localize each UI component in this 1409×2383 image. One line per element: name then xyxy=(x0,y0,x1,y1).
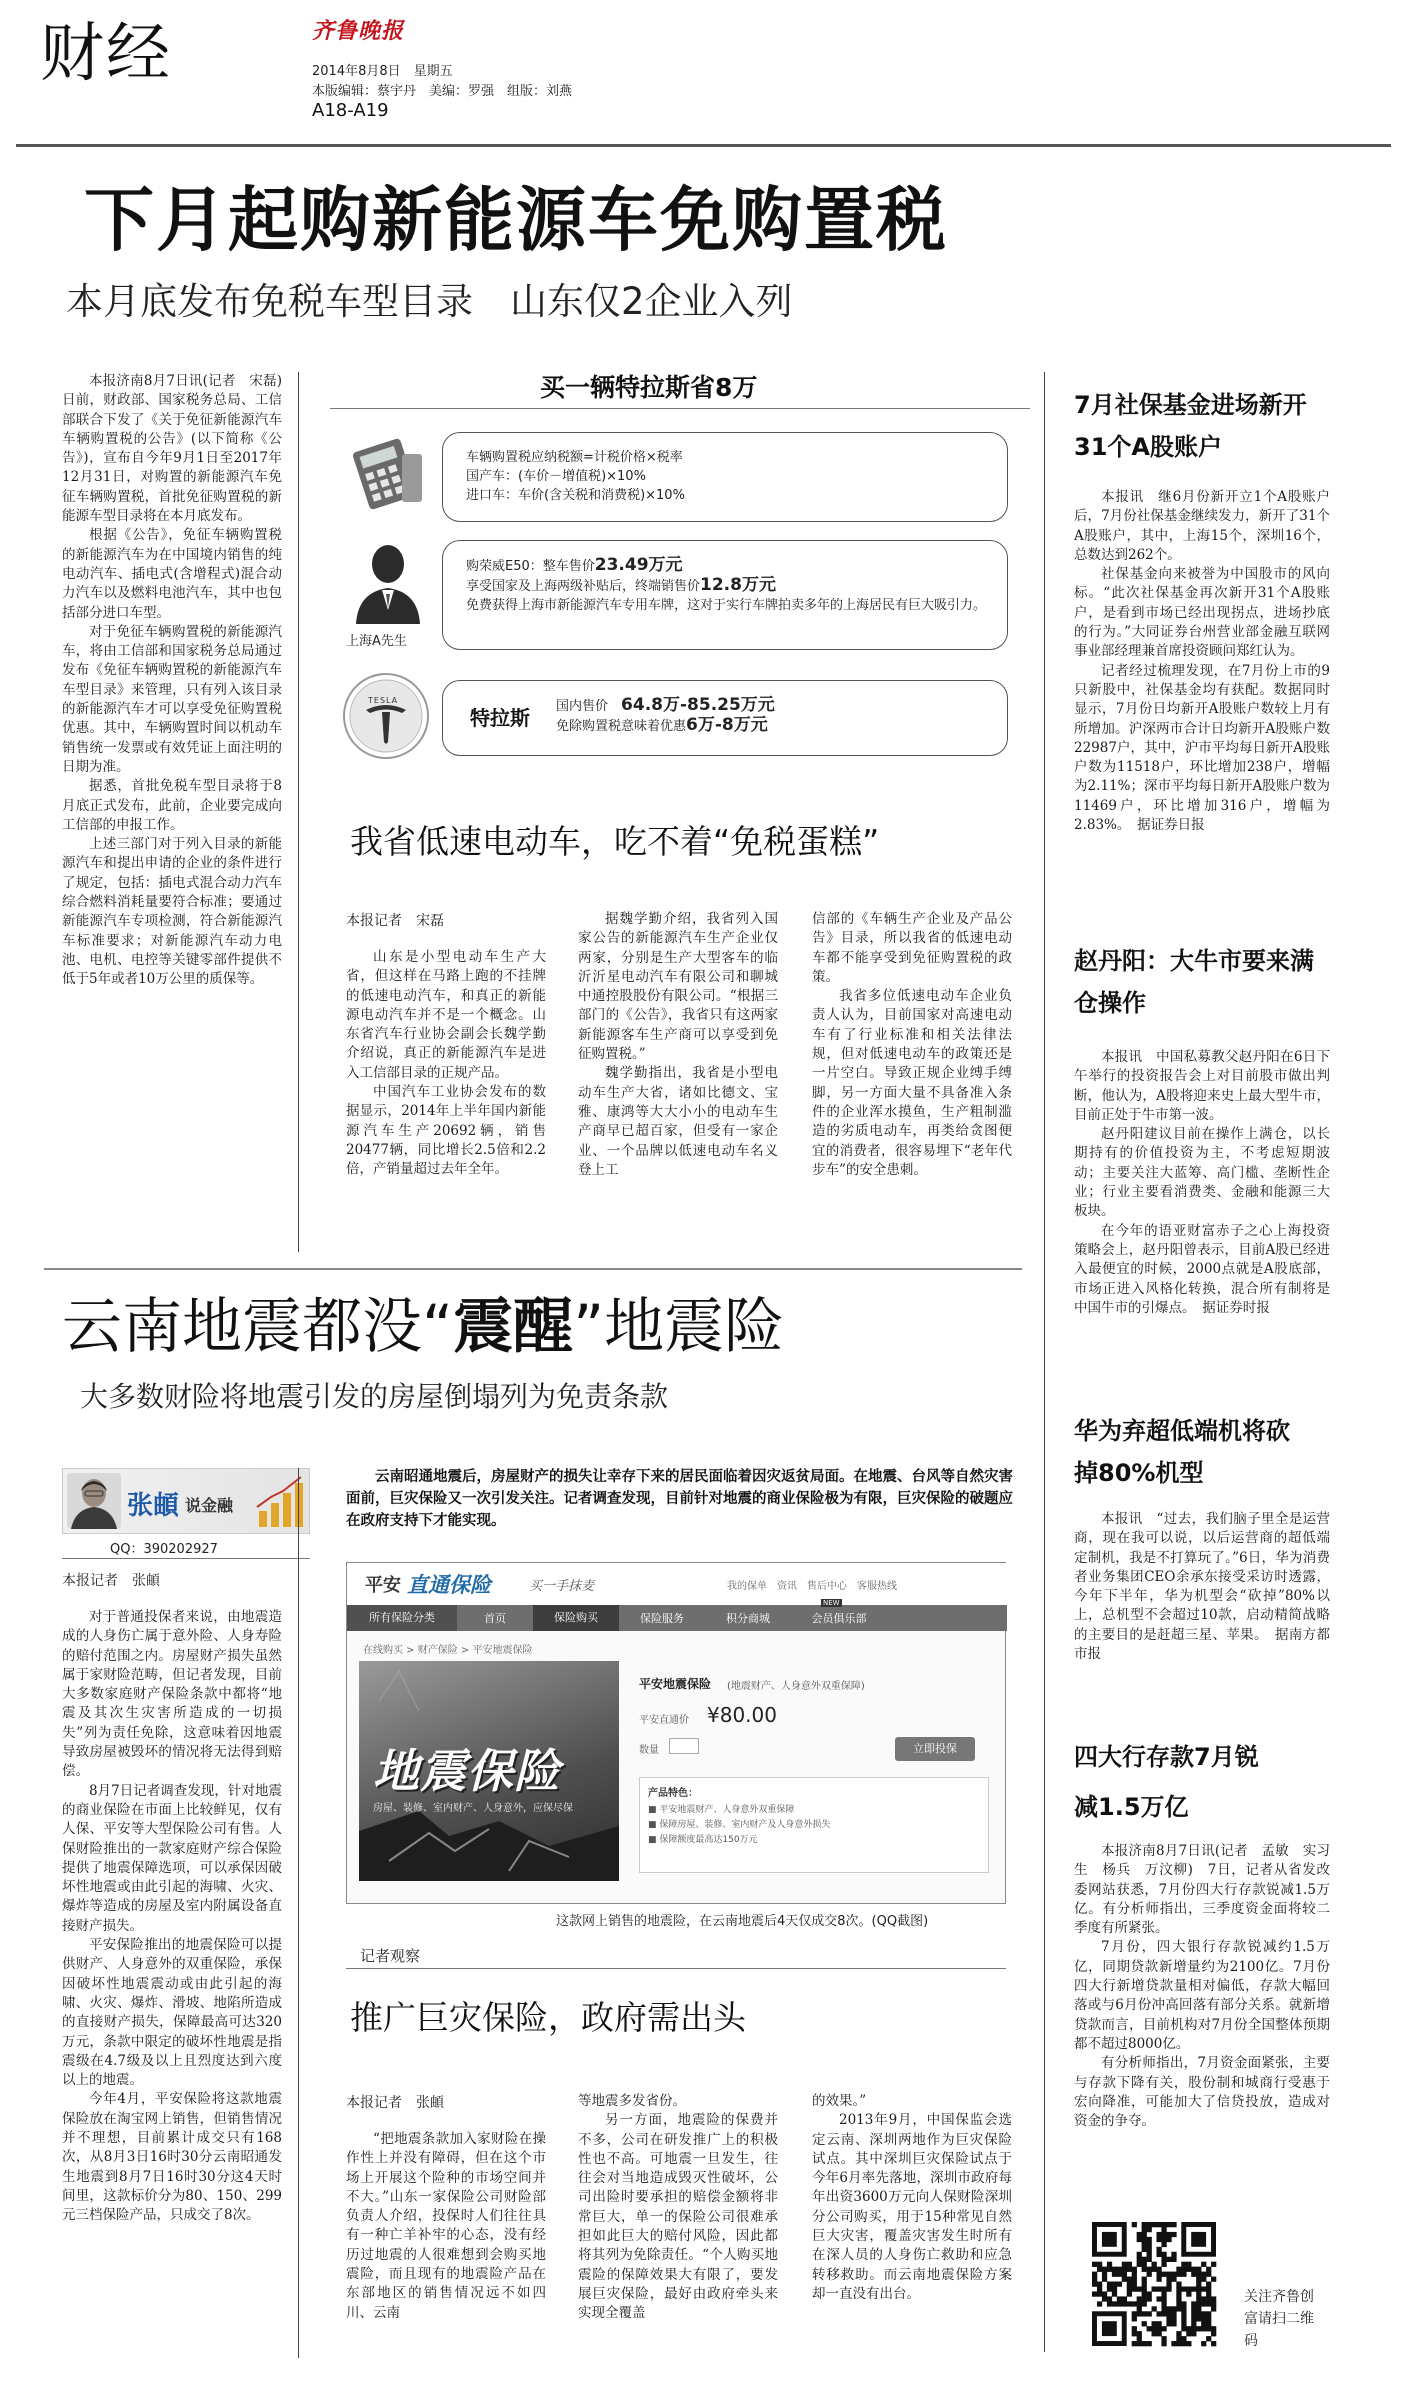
quantity-label: 数量 xyxy=(639,1745,659,1756)
divider xyxy=(298,372,299,1252)
lowspeed-byline: 本报记者 宋磊 xyxy=(346,913,444,929)
qq-rule xyxy=(62,1558,310,1559)
tax-formula-text: 车辆购置税应纳税额=计税价格×税率 国产车：(车价－增值税)×10% 进口车：车价(含关税和消费税)×10% xyxy=(466,450,685,503)
site-nav xyxy=(347,1599,1007,1631)
product-description: (地震财产、人身意外双重保障) xyxy=(727,1681,865,1692)
nav-points-mall[interactable]: 积分商城 xyxy=(726,1612,770,1625)
lowspeed-col3: 信部的《车辆生产企业及产品公告》目录，所以我省的低速电动车都不能享受到免征购置税的政策。 我省多位低速电动车企业负责人认为，目前国家对高速电动车有了行业标准和相关法律法规，但对低速电动车的政策还是一片空白。导致正规企业缚手缚脚，另一方面大量不具备准入条件的企业浑水摸鱼，生产粗制滥造的劣质电动车，再类给贪图便宜的消费者，很容易埋下“老年代步车”的安全患刺。 xyxy=(812,911,1012,1178)
quake-lead: 云南昭通地震后，房屋财产的损失让幸存下来的居民面临着因灾返贫局面。在地震、台风等自然灾害面前，巨灾保险又一次引发关注。记者调查发现，目前针对地震的商业保险极为有限，巨灾保险的破题应在政府支持下才能实现。 xyxy=(346,1469,1013,1529)
nav-new-badge: NEW xyxy=(823,1599,840,1607)
site-header xyxy=(347,1563,1007,1605)
lead-article: 本报济南8月7日讯(记者 宋磊) 日前，财政部、国家税务总局、工信部联合下发了《关于免征新能源汽车车辆购置税的公告》(以下简称《公告》)，宣布自今年9月1日至2017年12月31日，对购置的新能源汽车免征车辆购置税，首批免征购置税的新能源车型目录将在本月底发布。 根据《公告》，免征车辆购置税的新能源汽车为在中国境内销售的纯电动汽车、插电式(含增程式)混合动力汽车以及燃料电池汽车，其中也包括部分进口车型。 对于免征车辆购置税的新能源汽车，将由工信部和国家税务总局通过发布《免征车辆购置税的新能源汽车车型目录》来管理，只有列入该目录的新能源汽车才可以享受免征购置税优惠。其中，车辆购置时间以机动车销售统一发票或有效凭证上面注明的日期为准。 据悉，首批免税车型目录将于8月底正式发布，此前，企业要完成向工信部的申报工作。 上述三部门对于列入目录的新能源汽车和提出申请的企业的条件进行了规定，包括：插电式混合动力汽车综合燃料消耗量要符合标准；要通过新能源汽车专项检测，符合新能源汽车标准要求；对新能源汽车动力电池、电机、电控等关键零部件提供不低于5年或者10万公里的质保等。 xyxy=(62,373,296,988)
quake-article: 对于普通投保者来说，由地震造成的人身伤亡属于意外险、人身寿险的赔付范围之内。房屋财产损失虽然属于家财险范畴，但记者发现，目前大多数家庭财产保险条款中都将“地震及其次生灾害所造成的一切损失”列为责任免除，这意味着因地震导致房屋被毁坏的情况将无法得到赔偿。 8月7日记者调查发现，针对地震的商业保险在市面上比较鲜见，仅有人保、平安等大型保险公司有售。人保财险推出的一款家庭财产综合保险提供了地震保障选项，可以承保因破坏性地震或由此引起的海啸、火灾、爆炸等造成的房屋及室内附属设备直接财产损失。 平安保险推出的地震保险可以提供财产、人身意外的双重保险，承保因破坏性地震震动或由此引起的海啸、火灾、爆炸、滑坡、地陷所造成的直接财产损失，保障最高可达320万元，条款中限定的破坏性地震是指震级在4.7级及以上且烈度达到六度以上的地震。 今年4月，平安保险将这款地震保险放在淘宝网上销售，但销售情况并不理想，目前累计成交只有168次，从8月3日16时30分云南昭通发生地震到8月7日16时30分这4天时间里，这款标价分为80、150、299元三档保险产品，只成交了8次。 xyxy=(62,1609,282,2224)
insurance-webpage-screenshot xyxy=(346,1562,1006,1904)
features-label: 产品特色： xyxy=(648,1788,698,1799)
sidebar-s1-body: 本报讯 继6月份新开立1个A股账户后，7月份社保基金继续发力，新开了31个A股账户，其中，上海15个，深圳16个，总数达到262个。 社保基金向来被誉为中国股市的风向标。“此次社保基金再次新开31个A股账户，是看到市场已经出现拐点，进场抄底的行为。”大同证券台州营业部金融互联网事业部经理兼首席投资顾问郑红认为。 记者经过梳理发现，在7月份上市的9只新股中，社保基金均有获配。数据同时显示，7月份日均新开A股账户数较上月有所增加。沪深两市合计日均新开A股账户数22987户，其中，沪市平均每日新开A股账户数为11518户，环比增加238户，增幅为2.11%；深市平均每日新开A股账户数为11469户，环比增加316户，增幅为2.83%。 据证券日报 xyxy=(1074,489,1330,834)
sidebar-s3-title: 华为弃超低端机将砍掉80%机型 xyxy=(1074,1417,1290,1487)
coin-chart-icon xyxy=(255,1475,307,1529)
date-line: 2014年8月8日 星期五 xyxy=(312,64,453,79)
infographic-title: 买一辆特拉斯省8万 xyxy=(540,373,758,402)
price-value: ¥80.00 xyxy=(707,1703,777,1727)
quake-byline: 本报记者 张頔 xyxy=(62,1573,160,1589)
editors-line: 本版编辑：蔡宇丹 美编：罗强 组版：刘燕 xyxy=(312,84,573,99)
lowspeed-headline: 我省低速电动车，吃不着“免税蛋糕” xyxy=(350,822,880,861)
sidebar-s1-title: 7月社保基金进场新开31个A股账户 xyxy=(1074,391,1307,461)
columnist-qq: QQ：390202927 xyxy=(110,1542,218,1557)
features-box xyxy=(639,1777,989,1873)
banner-title: 地震保险 xyxy=(373,1744,561,1798)
top-links[interactable]: 我的保单 资讯 售后中心 客服热线 xyxy=(727,1581,897,1592)
section-title: 财经 xyxy=(40,17,172,91)
newspaper-logo: 齐鲁晚报 xyxy=(312,18,405,44)
sidebar-s4-title: 四大行存款7月锐减1.5万亿 xyxy=(1074,1743,1259,1821)
column-tag: 说金融 xyxy=(185,1496,234,1515)
sidebar-s4-body: 本报济南8月7日讯(记者 孟敏 实习生 杨兵 万汶柳) 7日，记者从省发改委网站获悉，7月份四大行存款锐减1.5万亿。有分析师指出，三季度资金面将较二季度有所紧张。 7月份，四大银行存款锐减约1.5万亿，同期贷款新增量约为2100亿。7月份四大行新增贷款量相对偏低，存款大幅回落或与6月份冲高回落有部分关系。就新增贷款而言，目前机构对7月份全国整体预期都不超过8000亿。 有分析师指出，7月资金面紧张，主要与存款下降有关，股份制和城商行受惠于宏向降准，可能加大了信贷投放，造成对资金的争夺。 xyxy=(1074,1843,1330,2130)
observe-headline: 推广巨灾保险，政府需出头 xyxy=(350,1998,746,2037)
nav-service[interactable]: 保险服务 xyxy=(640,1612,684,1625)
feature-item: ■ 保障房屋、装修、室内财产及人身意外损失 xyxy=(648,1820,831,1830)
header-rule xyxy=(16,144,1391,147)
sidebar-s2-body: 本报讯 中国私募教父赵丹阳在6日下午举行的投资报告会上对目前股市做出判断，他认为，A股将迎来史上最大型牛市，目前正处于牛市第一波。 赵丹阳建议目前在操作上满仓，以长期持有的价值投资为主，不考虑短期波动；主要关注大蓝筹、高门槛、垄断性企业；行业主要看消费类、金融和能源三大板块。 在今年的语亚财富赤子之心上海投资策略会上，赵丹阳曾表示，目前A股已经进入最便宜的时候，2000点就是A股底部，市场正进入风格化转换，混合所有制将是中国牛市的引爆点。 据证券时报 xyxy=(1074,1049,1330,1316)
quake-headline: 云南地震都没“震醒”地震险 xyxy=(62,1292,785,1362)
observe-col3: 的效果。” 2013年9月，中国保监会选定云南、深圳两地作为巨灾保险试点。其中深圳巨灾保险试点于今年6月率先落地，深圳市政府每年出资3600万元向人保财险深圳分公司购买，用于15种常见自然巨大灾害，覆盖灾害发生时所有在深人员的人身伤亡救助和应急转移救助。而云南地震保险方案却一直没有出台。 xyxy=(812,2093,1012,2302)
nav-club[interactable] xyxy=(791,1599,887,1626)
banner-subtitle: 房屋、装修、室内财产、人身意外，应保尽保 xyxy=(373,1803,573,1814)
qr-caption: 关注齐鲁创富请扫二维码 xyxy=(1244,2289,1314,2349)
observe-col1: “把地震条款加入家财险在操作性上并没有障碍，但在这个市场上开展这个险种的市场空间并不大。”山东一家保险公司财险部负责人介绍，投保时人们往往具有一种亡羊补牢的心态，没有经历过地震的人很难想到会购买地震险，而且现有的地震险产品在东部地区的销售情况远不如四川、云南 xyxy=(346,2131,546,2321)
lowspeed-col1: 山东是小型电动车生产大省，但这样在马路上跑的不挂牌的低速电动汽车，和真正的新能源电动汽车并不是一个概念。山东省汽车行业协会副会长魏学勤介绍说，真正的新能源汽车是进入工信部目录的正规产品。 中国汽车工业协会发布的数据显示，2014年上半年国内新能源汽车生产20692辆，销售20477辆，同比增长2.5倍和2.2倍，产销量超过去年全年。 xyxy=(346,949,546,1178)
observe-rule xyxy=(346,1968,1006,1969)
tesla-logo-text: TESLA xyxy=(368,696,399,705)
lead-subtitle: 本月底发布免税车型目录 山东仅2企业入列 xyxy=(66,280,793,323)
divider xyxy=(298,1468,299,2358)
buy-now-button[interactable]: 立即投保 xyxy=(895,1737,975,1761)
columnist-avatar xyxy=(67,1473,121,1529)
feature-item: ■ 平安地震财产、人身意外双重保障 xyxy=(648,1805,795,1815)
lead-headline: 下月起购新能源车免购置税 xyxy=(84,179,948,261)
brand-logo-b: 直通保险 xyxy=(407,1573,491,1597)
observe-col2: 等地震多发省份。 另一方面，地震险的保费并不多，公司在研发推广上的积极性也不高。可地震一旦发生，往往会对当地造成毁灭性破坏，公司出险时要承担的赔偿金额将非常巨大，单一的保险公司很难承担如此巨大的赔付风险，因此都将其列为免除责任。“个人购买地震险的保障效果大有限了，要发展巨灾保险，最好由政府牵头来实现全覆盖 xyxy=(578,2093,778,2322)
section-rule xyxy=(44,1268,1022,1270)
lowspeed-col2: 据魏学勤介绍，我省列入国家公告的新能源汽车生产企业仅两家，分别是生产大型客车的临沂沂星电动汽车有限公司和聊城中通控股股份有限公司。“根据三部门的《公告》，我省只有这两家新能源客车生产商可以享受到免征购置税。” 魏学勤指出，我省是小型电动车生产大省，诸如比德文、宝雅、康鸿等大大小小的电动车生产商早已超百家，但受有一家企业、一个品牌以低速电动车名义登上工 xyxy=(578,911,778,1178)
tesla-price-text: 国内售价 64.8万-85.25万元 免除购置税意味着优惠6万-8万元 xyxy=(556,695,775,735)
sidebar-divider xyxy=(1044,372,1045,2352)
person-label: 上海A先生 xyxy=(346,634,407,649)
nav-buy[interactable]: 保险购买 xyxy=(533,1605,619,1631)
quantity-input[interactable] xyxy=(669,1738,699,1754)
earthquake-banner xyxy=(359,1661,619,1881)
person-icon xyxy=(352,540,424,624)
columnist-name: 张頔 xyxy=(127,1491,180,1521)
sidebar-s3-body: 本报讯 “过去，我们脑子里全是运营商，现在我可以说，以后运营商的超低端定制机，我是不打算玩了。”6日，华为消费者业务集团CEO余承东接受采访时透露，今年下半年，华为机型会“砍掉”80%以上，总机型不会超过10款，启动精简战略的主要目的是赶超三星、苹果。 据南方都市报 xyxy=(1074,1511,1330,1663)
product-title: 平安地震保险 xyxy=(639,1677,712,1691)
feature-item: ■ 保障额度最高达150万元 xyxy=(648,1835,758,1845)
tesla-logo-icon xyxy=(340,670,432,762)
price-label: 平安直通价 xyxy=(639,1715,689,1726)
brand-logo-a: 平安 xyxy=(365,1575,401,1596)
quake-subtitle: 大多数财险将地震引发的房屋倒塌列为免责条款 xyxy=(80,1380,669,1413)
qr-code[interactable] xyxy=(1092,2222,1216,2346)
sidebar-s2-title: 赵丹阳：大牛市要来满仓操作 xyxy=(1074,947,1314,1017)
columnist-banner xyxy=(62,1468,310,1534)
observe-label: 记者观察 xyxy=(360,1947,421,1965)
calculator-icon xyxy=(350,438,432,510)
brand-slogan: 买一手抹麦 xyxy=(529,1579,595,1594)
tesla-name: 特拉斯 xyxy=(470,706,530,730)
screenshot-caption: 这款网上销售的地震险，在云南地震后4天仅成交8次。(QQ截图) xyxy=(556,1914,929,1929)
infographic-rule xyxy=(330,408,1030,409)
observe-byline: 本报记者 张頔 xyxy=(346,2095,444,2111)
nav-club-label: 会员俱乐部 xyxy=(811,1612,867,1625)
purchase-text: 购荣威E50：整车售价23.49万元 享受国家及上海两级补贴后，终端销售价12.8万元 免费获得上海市新能源汽车专用车牌，这对于实行车牌拍卖多年的上海居民有巨大吸引力。 xyxy=(466,555,987,613)
page-range: A18-A19 xyxy=(312,100,389,121)
nav-home[interactable]: 首页 xyxy=(484,1612,506,1625)
breadcrumb[interactable]: 在线购买 > 财产保险 > 平安地震保险 xyxy=(363,1645,533,1656)
nav-all-categories[interactable]: 所有保险分类 xyxy=(347,1605,457,1631)
